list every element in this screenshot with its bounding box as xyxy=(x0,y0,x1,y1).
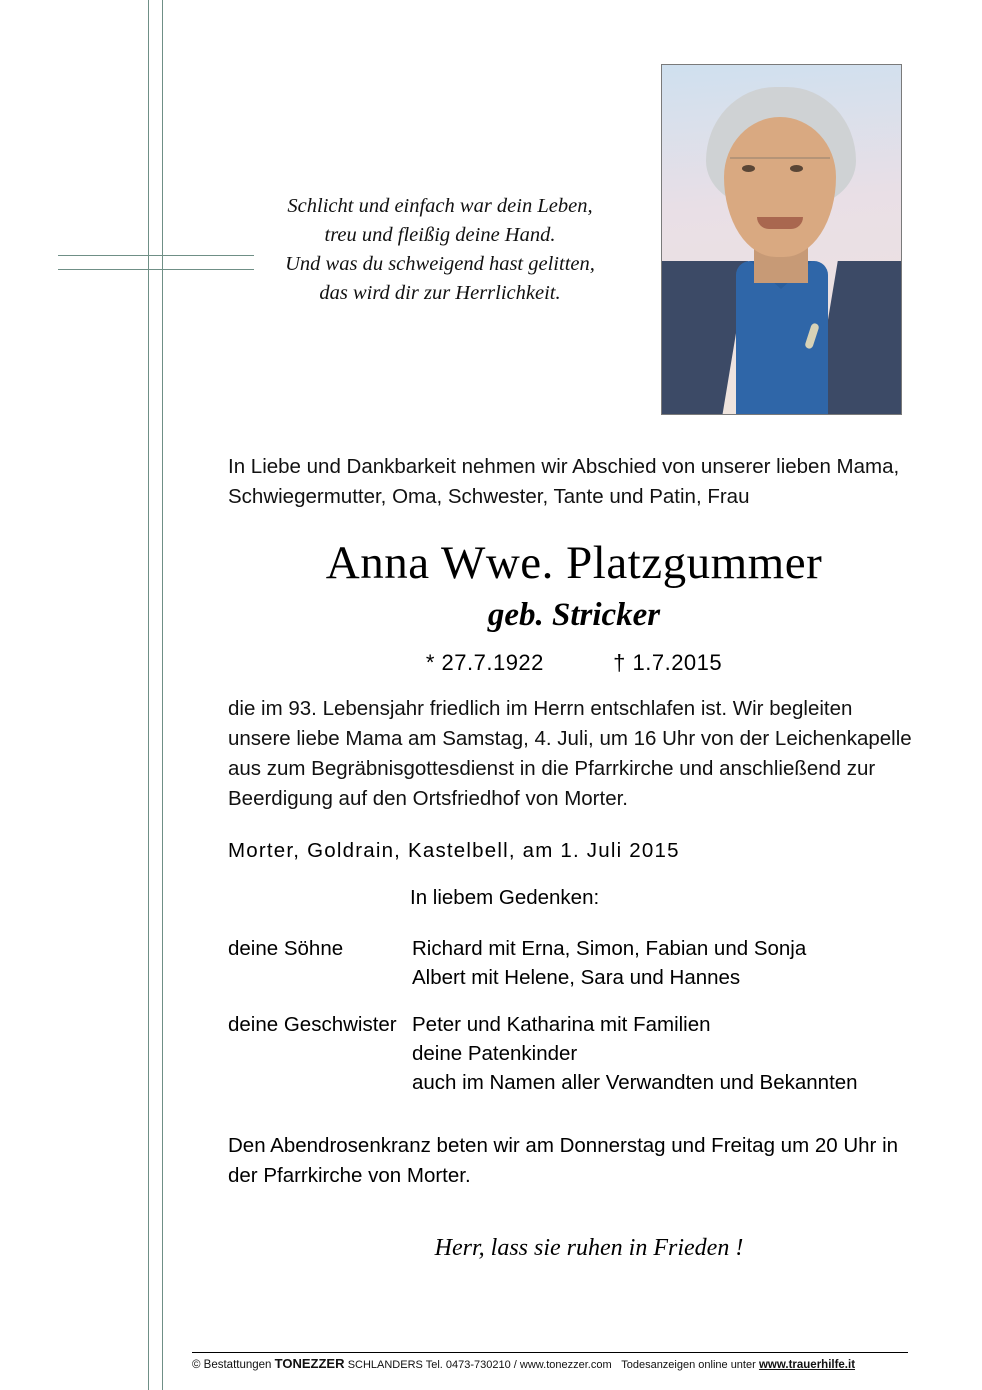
face-shape xyxy=(724,117,836,257)
footer-contact: SCHLANDERS Tel. 0473-730210 / www.tonezzer.com xyxy=(347,1359,612,1371)
footer-notice: Todesanzeigen online unter xyxy=(621,1359,756,1371)
family-row xyxy=(228,1010,920,1097)
poem-line-3: Und was du schweigend hast gelitten, xyxy=(285,253,595,275)
family-label: deine Geschwister xyxy=(228,1013,397,1036)
remembrance-heading: In liebem Gedenken: xyxy=(410,886,600,909)
deceased-maiden-name: geb. Stricker xyxy=(487,597,661,633)
cross-vertical-line-right xyxy=(162,0,163,1390)
family-value: deine Patenkinder xyxy=(412,1042,578,1065)
family-values xyxy=(412,1010,920,1097)
family-value: Richard mit Erna, Simon, Fabian und Sonja xyxy=(412,937,807,960)
poem-block xyxy=(240,192,640,308)
family-value: auch im Namen aller Verwandten und Bekannten xyxy=(412,1071,858,1094)
footer-divider xyxy=(192,1352,908,1353)
family-value: Peter und Katharina mit Familien xyxy=(412,1013,711,1036)
place-and-date: Morter, Goldrain, Kastelbell, am 1. Juli 2015 xyxy=(228,839,680,862)
intro-text: In Liebe und Dankbarkeit nehmen wir Abschied von unserer lieben Mama, Schwiegermutter, Oma, Schwester, Tante und Patin, Frau xyxy=(228,455,900,508)
obituary-content xyxy=(228,452,920,1262)
deceased-name: Anna Wwe. Platzgummer xyxy=(325,537,823,589)
footer-copyright: © Bestattungen xyxy=(192,1359,272,1371)
mouth-shape xyxy=(757,217,803,229)
cross-horizontal-line-bottom xyxy=(58,269,254,270)
family-label: deine Söhne xyxy=(228,937,344,960)
family-values xyxy=(412,934,920,992)
death-date: † 1.7.2015 xyxy=(613,650,723,675)
poem-line-1: Schlicht und einfach war dein Leben, xyxy=(287,195,593,217)
portrait-photo xyxy=(661,64,902,415)
poem-line-2: treu und fleißig deine Hand. xyxy=(324,224,556,246)
funeral-details-text: die im 93. Lebensjahr friedlich im Herrn entschlafen ist. Wir begleiten unsere liebe Mama am Samstag, 4. Juli, um 16 Uhr von der Leichenkapelle aus zum Begräbnisgottesdienst in die Pfarrkirche und anschließend zur Beerdigung auf den Ortsfriedhof von Morter. xyxy=(228,697,912,810)
eye-right-shape xyxy=(790,165,803,172)
footer xyxy=(192,1356,932,1371)
jacket-left-shape xyxy=(661,261,748,415)
family-list xyxy=(228,934,920,1097)
poem-line-4: das wird dir zur Herrlichkeit. xyxy=(319,282,561,304)
footer-company: TONEZZER xyxy=(274,1356,345,1371)
family-value: Albert mit Helene, Sara und Hannes xyxy=(412,966,741,989)
family-row xyxy=(228,934,920,992)
eye-left-shape xyxy=(742,165,755,172)
rosary-text: Den Abendrosenkranz beten wir am Donnerstag und Freitag um 20 Uhr in der Pfarrkirche von Morter. xyxy=(228,1134,899,1187)
cross-horizontal-line-top xyxy=(58,255,254,256)
life-dates xyxy=(228,650,920,676)
birth-date: * 27.7.1922 xyxy=(425,650,544,675)
cross-vertical-line-left xyxy=(148,0,149,1390)
footer-site-link[interactable]: www.trauerhilfe.it xyxy=(758,1359,856,1371)
closing-prayer: Herr, lass sie ruhen in Frieden ! xyxy=(434,1235,744,1261)
